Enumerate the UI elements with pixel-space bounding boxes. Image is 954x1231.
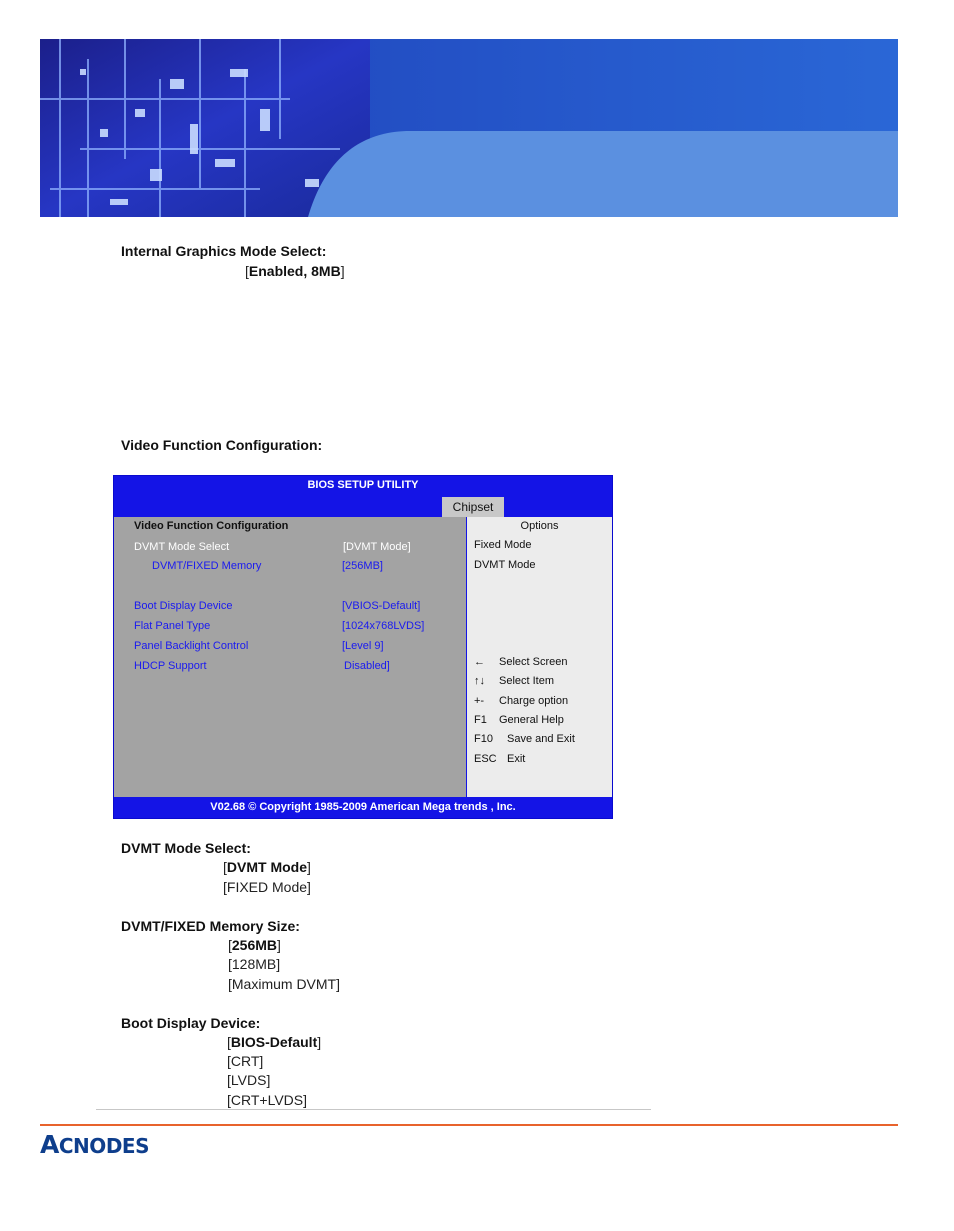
- section-title-boot-display: Boot Display Device:: [121, 1015, 261, 1031]
- option-dvmt-mode-default: [DVMT Mode]: [223, 859, 311, 875]
- option-128mb: [128MB]: [228, 956, 281, 972]
- bios-item-boot-display-device[interactable]: Boot Display Device: [134, 600, 233, 612]
- bios-help-panel: [467, 517, 612, 797]
- option-crt: [CRT]: [227, 1053, 264, 1069]
- bios-value-flat-panel[interactable]: [1024x768LVDS]: [342, 620, 425, 632]
- bios-value-backlight[interactable]: [Level 9]: [342, 640, 384, 652]
- bios-value-dvmt-memory[interactable]: [256MB]: [342, 560, 383, 572]
- key-help-exit: ESC Exit: [474, 753, 526, 765]
- content-divider: [96, 1109, 651, 1110]
- acnodes-logo: ACNODES: [40, 1130, 149, 1159]
- key-help-general-help: F1 General Help: [474, 714, 564, 726]
- bios-item-flat-panel-type[interactable]: Flat Panel Type: [134, 620, 211, 632]
- option-fixed-mode-doc: [FIXED Mode]: [223, 879, 311, 895]
- tab-chipset[interactable]: Chipset: [442, 497, 504, 517]
- options-heading: Options: [520, 520, 559, 532]
- option-enabled-8mb: [Enabled, 8MB]: [245, 263, 345, 279]
- bios-value-boot-display[interactable]: [VBIOS-Default]: [342, 600, 421, 612]
- section-title-dvmt-memory: DVMT/FIXED Memory Size:: [121, 918, 300, 934]
- left-arrow-icon: ←: [474, 656, 485, 668]
- section-title-dvmt-mode: DVMT Mode Select:: [121, 840, 251, 856]
- option-maximum-dvmt: [Maximum DVMT]: [228, 976, 341, 992]
- bios-item-hdcp-support[interactable]: HDCP Support: [134, 660, 207, 672]
- bios-settings-panel: [114, 517, 466, 797]
- up-down-arrow-icon: ↑↓: [474, 675, 485, 687]
- bios-panel-heading: Video Function Configuration: [134, 520, 289, 532]
- option-crt-lvds: [CRT+LVDS]: [227, 1092, 308, 1108]
- key-help-select-screen: ← Select Screen: [474, 656, 568, 668]
- bios-item-dvmt-mode-select[interactable]: DVMT Mode Select: [134, 541, 230, 553]
- option-fixed-mode[interactable]: Fixed Mode: [474, 539, 532, 551]
- footer-rule: [40, 1124, 898, 1126]
- bios-value-dvmt-mode[interactable]: [DVMT Mode]: [343, 541, 411, 553]
- bios-item-panel-backlight-control[interactable]: Panel Backlight Control: [134, 640, 249, 652]
- key-help-change-option: +- Charge option: [474, 695, 569, 707]
- key-help-save-exit: F10 Save and Exit: [474, 733, 575, 745]
- section-title-video-function: Video Function Configuration:: [121, 437, 323, 453]
- option-bios-default: [BIOS-Default]: [227, 1034, 322, 1050]
- option-dvmt-mode[interactable]: DVMT Mode: [474, 559, 536, 571]
- bios-title: BIOS SETUP UTILITY: [307, 479, 419, 491]
- option-lvds: [LVDS]: [227, 1072, 271, 1088]
- circuit-board-image: [40, 39, 898, 217]
- bios-screen: [113, 475, 613, 819]
- section-title-internal-graphics: Internal Graphics Mode Select:: [121, 243, 327, 259]
- bios-value-hdcp[interactable]: Disabled]: [344, 660, 390, 672]
- key-help-select-item: ↑↓ Select Item: [474, 675, 555, 687]
- option-256mb: [256MB]: [228, 937, 281, 953]
- bios-item-dvmt-fixed-memory[interactable]: DVMT/FIXED Memory: [152, 560, 262, 572]
- bios-title-bar: [114, 476, 612, 517]
- bios-copyright-footer: V02.68 © Copyright 1985-2009 American Mega trends , Inc.: [114, 797, 612, 818]
- header-banner: [40, 39, 898, 217]
